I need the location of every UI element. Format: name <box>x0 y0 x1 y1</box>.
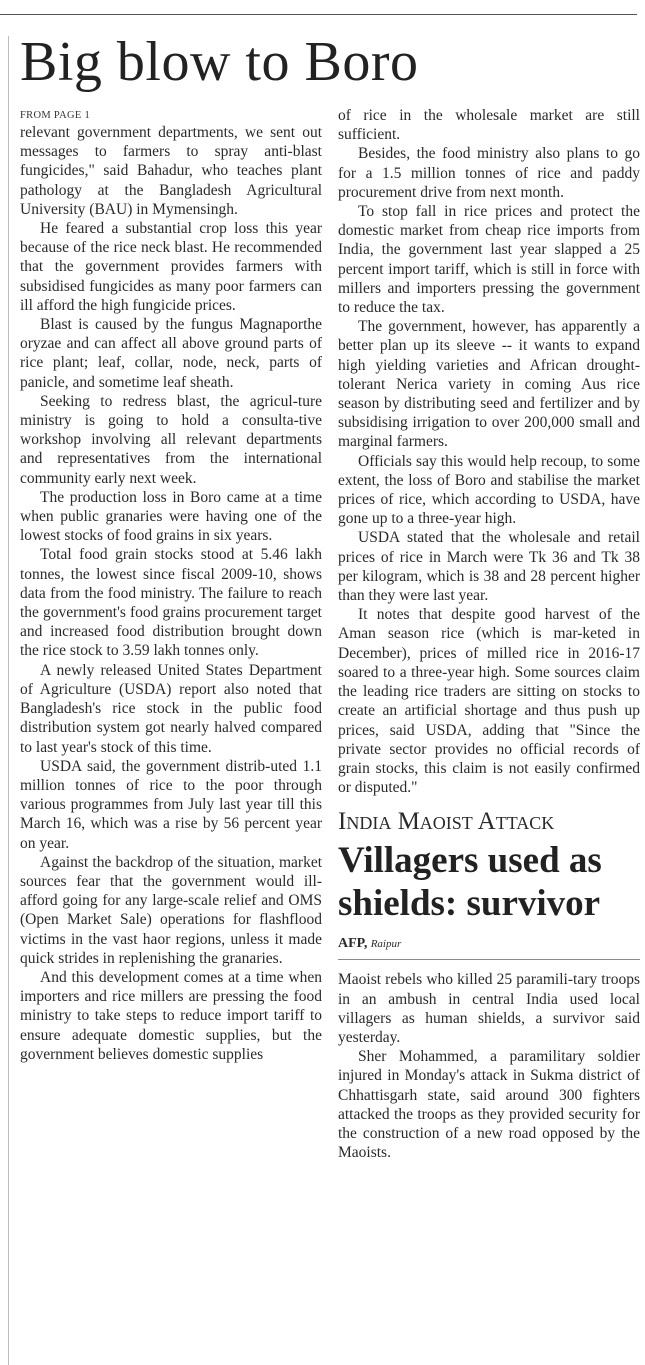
article-paragraph: And this development comes at a time when importers and rice millers are pressing the food ministry to take steps to reduce import tariff to ensure adequate domestic supplies, but the government believes domestic supplies <box>20 968 322 1063</box>
article-paragraph: Blast is caused by the fungus Magnaporthe oryzae and can affect all above ground parts of rice plant; leaf, collar, node, neck, parts of panicle, and sometime leaf sheath. <box>20 316 322 391</box>
continuation-label: FROM PAGE 1 <box>20 110 91 121</box>
article-paragraph: USDA stated that the wholesale and retail prices of rice in March were Tk 36 and Tk 38 per kilogram, which is 38 and 28 percent higher than they were last year. <box>338 529 640 605</box>
article-paragraph: Seeking to redress blast, the agricul-ture ministry is going to hold a consulta-tive workshop involving all relevant departments and representatives from the international community early next week. <box>20 392 322 487</box>
article-paragraph: To stop fall in rice prices and protect the domestic market from cheap rice imports from India, the government last year slapped a 25 percent import tariff, which is still in force with millers and importers pressing the government to reduce the tax. <box>338 203 640 317</box>
second-story-body <box>338 970 640 1162</box>
top-rule <box>0 14 637 15</box>
article-paragraph: relevant government departments, we sent out messages to farmers to spray anti-blast fungicides," said Bahadur, who teaches plant pathology at the Bangladesh Agricultural University (BAU) in Mymensingh. <box>20 124 322 218</box>
byline <box>338 935 640 960</box>
article-paragraph: Officials say this would help recoup, to some extent, the loss of Boro and stabilise the market prices of rice, which according to USDA, have gone up to a three-year high. <box>338 452 640 528</box>
article-paragraph: Maoist rebels who killed 25 paramili-tary troops in an ambush in central India used local villagers as human shields, a survivor said yesterday. <box>338 971 640 1046</box>
article-paragraph: Besides, the food ministry also plans to go for a 1.5 million tonnes of rice and paddy procurement drive from next month. <box>338 145 640 201</box>
second-story-kicker: India Maoist Attack <box>338 808 555 836</box>
article-paragraph: USDA said, the government distrib-uted 1.1 million tonnes of rice to the poor through various programmes from July last year till this March 16, which was a rise by 56 percent year on year. <box>20 757 322 852</box>
article-paragraph: Against the backdrop of the situation, market sources fear that the government would ill-afford going for any large-scale relief and OMS (Open Market Sale) operations for flashflood victims in the vast haor regions, unless it made quick strides in replenishing the granaries. <box>20 853 322 967</box>
article-paragraph: A newly released United States Department of Agriculture (USDA) report also noted that Bangladesh's rice stock in the public food distribution system got nearly halved compared to last year's stock of this time. <box>20 661 322 756</box>
article-paragraph: He feared a substantial crop loss this year because of the rice neck blast. He recommended that the government provides farmers with subsidised fungicides as many poor farmers can ill afford the high fungicide prices. <box>20 220 322 314</box>
article-paragraph: Sher Mohammed, a paramilitary soldier injured in Monday's attack in Sukma district of Chhattisgarh state, said around 300 fighters attacked the troops as they provided security for the construction of a new road opposed by the Maoists. <box>338 1048 640 1162</box>
right-column <box>338 106 640 1162</box>
byline-dateline: Raipur <box>370 938 402 951</box>
article-paragraph: It notes that despite good harvest of the Aman season rice (which is mar-keted in December), prices of milled rice in 2016-17 soared to a three-year high. Some sources claim the leading rice traders are sitting on stocks to create an artificial shortage and thus push up prices, said USDA, adding that "Since the private sector provides no official records of grain stocks, this claim is not easily confirmed or disputed." <box>338 606 640 797</box>
left-column <box>20 109 322 1064</box>
main-headline: Big blow to Boro <box>20 31 419 93</box>
left-column-rule <box>8 36 9 1365</box>
second-story-headline: Villagers used as shields: survivor <box>338 840 602 925</box>
article-paragraph: of rice in the wholesale market are still sufficient. <box>338 107 640 144</box>
article-paragraph: Total food grain stocks stood at 5.46 lakh tonnes, the lowest since fiscal 2009-10, shows data from the food ministry. The failure to reach the government's food grains procurement target and increased food distribution brought down the rice stock to 3.59 lakh tonnes only. <box>20 546 322 660</box>
article-paragraph: The government, however, has apparently a better plan up its sleeve -- it wants to expand high yielding varieties and African drought-tolerant Nerica variety in coming Aus rice season by distributing seed and fertilizer and by subsidising irrigation to over 200,000 small and marginal farmers. <box>338 318 640 451</box>
byline-agency: AFP, <box>338 936 368 952</box>
article-paragraph: The production loss in Boro came at a time when public granaries were having one of the lowest stocks of food grains in six years. <box>20 488 322 545</box>
